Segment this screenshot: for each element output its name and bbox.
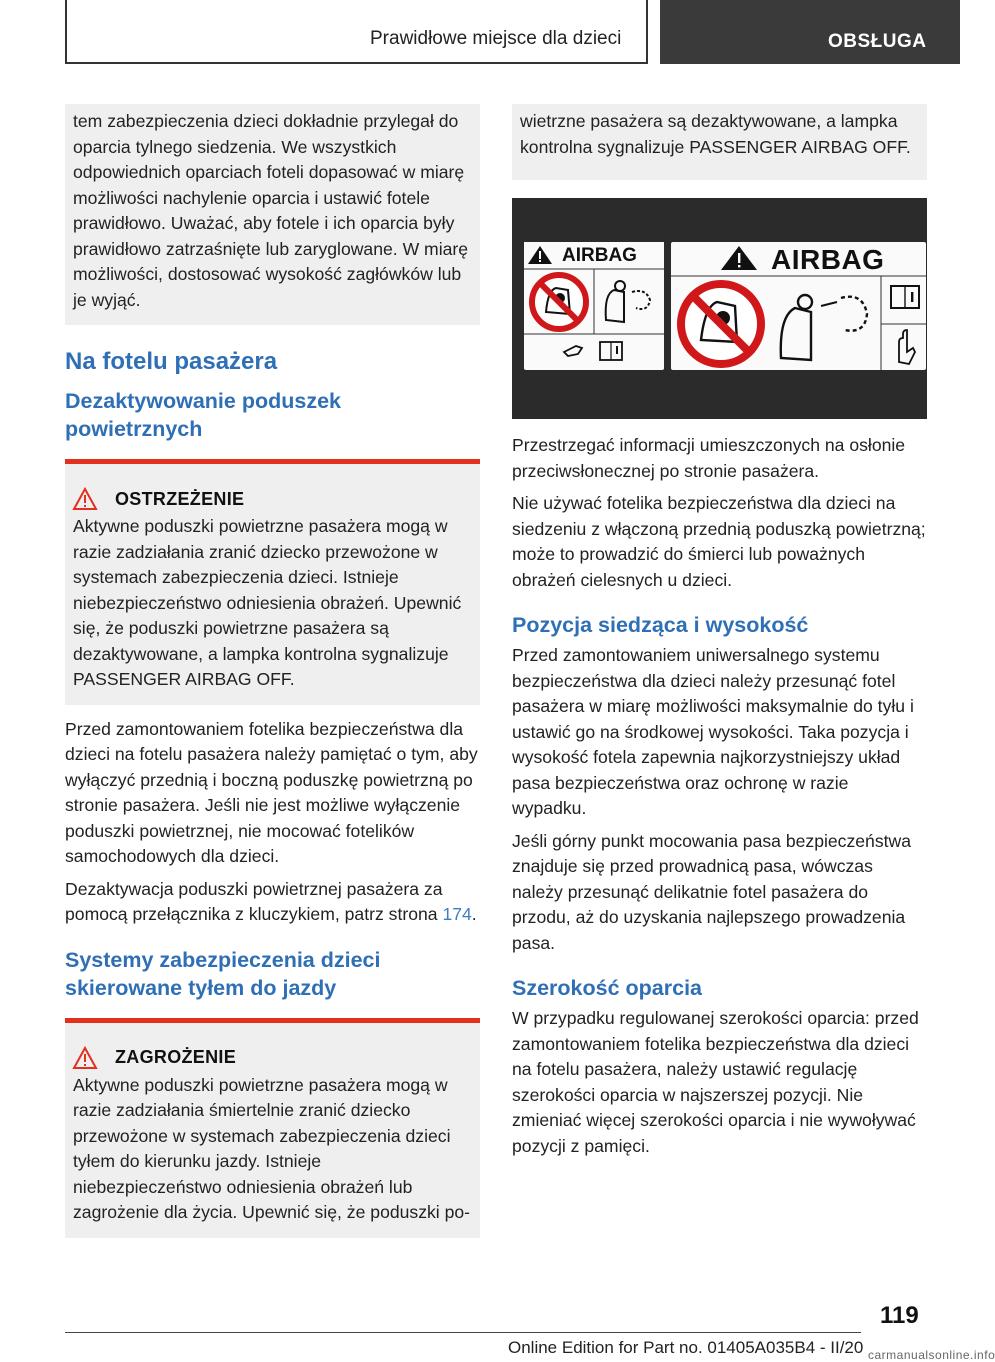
danger-header <box>73 1045 472 1071</box>
airbag-label-small <box>524 242 664 370</box>
paragraph: Przed zamontowaniem fotelika bezpieczeństwa dla dzieci na fotelu pasażera należy pamiętać o tym, aby wyłączyć przednią i boczną poduszkę powietrzną po stronie pasażera. Jeśli nie jest możliwe wyłączenie poduszki powietrznej, nie mocować fotelików samochodowych dla dzieci. <box>65 718 478 866</box>
airbag-label-large <box>671 242 926 370</box>
footer-edition: Online Edition for Part no. 01405A035B4 - II/20 <box>508 1338 864 1357</box>
continued-warning-box <box>512 104 927 180</box>
footer-watermark: carmanualsonline.info <box>868 1348 995 1362</box>
continued-text: tem zabezpieczenia dzieci dokładnie przylegał do oparcia tylnego siedzenia. We wszystkich odpowiednich oparciach foteli dopasować w miarę możliwości nachylenie oparcia i ustawić fotele prawidłowo. Uważać, aby fotele i ich oparcia były prawidłowo zatrzaśnięte lub zaryglowane. W miarę możliwości, dostosować wysokość zagłówków lub je wyjąć. <box>73 111 469 310</box>
airbag-warning-labels-image <box>512 198 927 419</box>
header-section-label: OBSŁUGA <box>828 31 927 52</box>
danger-text: Aktywne poduszki powietrzne pasażera mogą w razie zadziałania śmiertelnie zranić dziecko przewożone w systemach zabezpieczenia dzieci tyłem do kierunku jazdy. Istnieje niebezpieczeństwo odniesienia obrażeń lub zagrożenie dla życia. Upewnić się, że poduszki po- <box>73 1074 471 1222</box>
warning-box <box>65 459 480 705</box>
paragraph: Jeśli górny punkt mocowania pasa bezpieczeństwa znajduje się przed prowadnicą pasa, wówczas należy przesunąć delikatnie fotel pasażera do przodu, aż do uzyskania najlepszego prowadzenia pasa. <box>512 830 912 953</box>
warning-triangle-icon <box>73 1047 97 1069</box>
warning-header <box>73 486 472 512</box>
heading-backrest-width: Szerokość oparcia <box>512 976 703 1000</box>
danger-title: ZAGROŻENIE <box>115 1047 237 1067</box>
left-column <box>65 104 480 1238</box>
paragraph: Przestrzegać informacji umieszczonych na osłonie przeciwsłonecznej po stronie pasażera. <box>512 435 906 481</box>
footer-rule <box>65 1332 861 1333</box>
paragraph-end: . <box>471 904 477 924</box>
paragraph: W przypadku regulowanej szerokości oparcia: przed zamontowaniem fotelika bezpieczeństwa dla dzieci na fotelu pasażera, należy ustawić regulację szerokości oparcia w najszerszej pozycji. Nie zmieniać więcej szerokości oparcia i nie wywoływać pozycji z pamięci. <box>512 1008 919 1156</box>
header-rule-bottom <box>65 62 648 64</box>
paragraph-text: Dezaktywacja poduszki powietrznej pasażera za pomocą przełącznika z kluczykiem, patrz strona <box>65 878 443 924</box>
airbag-label-large-text: AIRBAG <box>771 244 885 275</box>
header-rule-left <box>65 0 67 64</box>
heading-seating-position: Pozycja siedząca i wysokość <box>512 613 809 637</box>
airbag-label-small-text: AIRBAG <box>562 245 637 266</box>
danger-box <box>65 1018 480 1238</box>
paragraph-with-reference <box>65 877 480 928</box>
continued-warning-text: wietrzne pasażera są dezaktywowane, a lampka kontrolna sygnalizuje PASSENGER AIRBAG OFF. <box>520 111 911 157</box>
page-reference-link[interactable]: 174 <box>442 904 472 924</box>
header-section-tab <box>660 0 960 64</box>
page-number: 119 <box>880 1302 919 1329</box>
continued-text-box <box>65 104 480 325</box>
paragraph: Nie używać fotelika bezpieczeństwa dla dzieci na siedzeniu z włączoną przednią poduszką powietrzną; może to prowadzić do śmierci lub poważnych obrażeń cielesnych u dzieci. <box>512 493 926 590</box>
heading-deactivate-airbags: Dezaktywowanie poduszek powietrznych <box>65 389 341 441</box>
right-column <box>512 104 927 1166</box>
warning-triangle-icon <box>73 488 97 510</box>
header-title: Prawidłowe miejsce dla dzieci <box>370 28 622 49</box>
warning-text: Aktywne poduszki powietrzne pasażera mogą w razie zadziałania zranić dziecko przewożone w systemach zabezpieczenia dzieci. Istnieje niebezpieczeństwo odniesienia obrażeń. Upewnić się, że poduszki powietrzne pasażera są dezaktywowane, a lampka kontrolna sygnalizuje PASSENGER AIRBAG OFF. <box>73 516 462 689</box>
header-rule-right <box>646 0 648 64</box>
paragraph: Przed zamontowaniem uniwersalnego systemu bezpieczeństwa dla dzieci należy przesunąć fotel pasażera w miarę możliwości maksymalnie do tyłu i ustawić go na środkowej wysokości. Taka pozycja i wysokość fotela zapewnia najkorzystniejszy układ pasa bezpieczeństwa oraz ochronę w razie wypadku. <box>512 645 914 818</box>
heading-passenger-seat: Na fotelu pasażera <box>65 348 278 375</box>
warning-title: OSTRZEŻENIE <box>115 488 245 509</box>
heading-rear-facing-seats: Systemy zabezpieczenia dzieci skierowane tyłem do jazdy <box>65 947 381 1000</box>
